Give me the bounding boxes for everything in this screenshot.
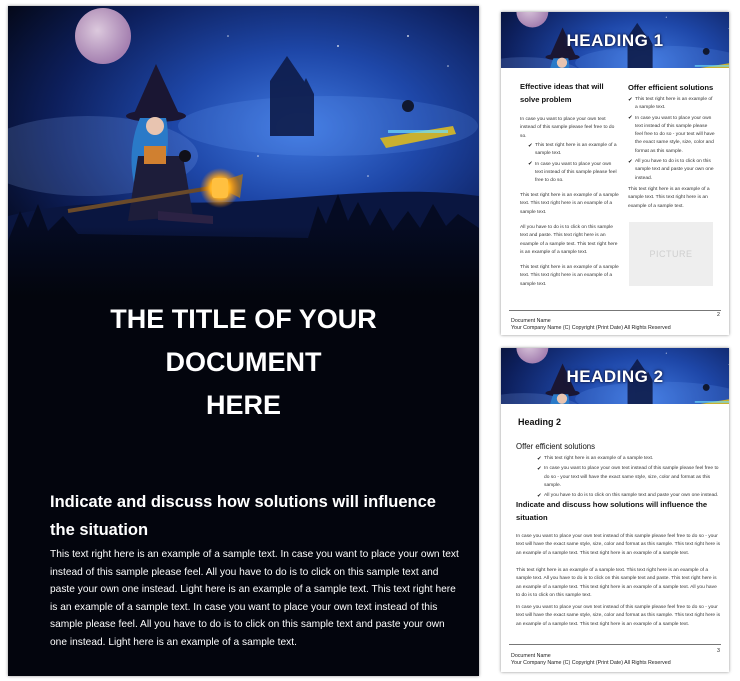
list-item: ✔ In case you want to place your own text instead of this sample please feel free to do so. — [528, 161, 617, 184]
list-item: ✔ This text right here is an example of a sample text. — [537, 455, 654, 462]
list-item: ✔ In case you want to place your own text instead of this sample please feel free to do so - your text will have the exact same style, size, color and format as this sample. — [628, 115, 715, 154]
check-icon: ✔ — [537, 455, 542, 462]
subheading: Offer efficient solutions — [516, 442, 596, 451]
cover-title-line: DOCUMENT — [165, 347, 322, 377]
list-item: ✔ This text right here is an example of a sample text. — [528, 142, 617, 157]
check-icon: ✔ — [528, 161, 533, 168]
cover-page — [8, 6, 479, 676]
check-icon: ✔ — [628, 96, 633, 103]
check-icon: ✔ — [537, 492, 542, 499]
list-item: ✔ This text right here is an example of a sample text. — [628, 96, 713, 111]
bullet-list — [537, 455, 721, 502]
page-heading: Heading 2 — [518, 417, 562, 427]
picture-placeholder: PICTURE — [629, 222, 713, 286]
page-number: 2 — [717, 312, 720, 318]
footer-doc-name: Document Name — [511, 318, 551, 324]
check-icon: ✔ — [628, 158, 633, 165]
page-number: 3 — [717, 648, 720, 654]
check-icon: ✔ — [528, 142, 533, 149]
list-item: ✔ In case you want to place your own text instead of this sample please feel free to do so - your text will have the exact same style, size, color and format as this sample. — [537, 465, 719, 488]
bullet-list — [528, 142, 618, 187]
list-item: ✔ All you have to do is to click on this sample text and paste your own one instead. — [537, 492, 719, 499]
cover-heading: Indicate and discuss how solutions will influence the situation — [50, 493, 436, 539]
section-heading: Indicate and discuss how solutions will influence the situation — [516, 500, 708, 522]
cover-title — [8, 298, 479, 427]
cover-title-line: THE TITLE OF YOUR — [110, 304, 377, 334]
paragraph: In case you want to place your own text instead of this sample please feel free to do so - your text will have the exact same style, size, color and format as this sample. This text right here is an example of a sample text. This text right here is an example of a sample text. — [516, 534, 721, 556]
paragraph: In case you want to place your own text instead of this sample please feel free to do so - your text will have the exact same style, size, color and format as this sample. This text right here is an example of a sample text. This text right here is an example of a sample text. — [516, 605, 721, 627]
footer-company: Your Company Name (C) Copyright (Print Date) All Rights Reserved — [511, 659, 671, 666]
footer-divider — [509, 644, 721, 645]
paragraph: This text right here is an example of a sample text. This text right here is an example of a sample text. — [520, 193, 619, 215]
check-icon: ✔ — [537, 465, 542, 472]
footer-divider — [509, 310, 721, 311]
page-3 — [501, 348, 729, 672]
footer-company: Your Company Name (C) Copyright (Print Date) All Rights Reserved — [511, 324, 671, 331]
check-icon: ✔ — [628, 115, 633, 122]
column-heading: Effective ideas that will solve problem — [520, 82, 604, 104]
banner-title: HEADING 2 — [566, 367, 664, 386]
intro-text: In case you want to place your own text instead of this sample please feel free to do so. — [520, 117, 615, 139]
cover-body-text: This text right here is an example of a sample text. In case you want to place your own text instead of this sample please feel. All you have to do is to click on this sample text and paste your own one instead. Light here is an example of a sample text. This text right here is an example of a sample text. In case you want to place your own text instead of this sample please feel. All you have to do is to click on this sample text and paste your own one instead. Light here is an example of a sample text. — [50, 549, 459, 648]
page-2 — [501, 12, 729, 335]
column-heading: Offer efficient solutions — [628, 83, 714, 92]
paragraph: This text right here is an example of a sample text. This text right here is an example of a sample text. — [520, 265, 619, 287]
cover-title-line: HERE — [205, 390, 281, 420]
paragraph: All you have to do is to click on this sample text and paste. This text right here is an example of a sample text. This text right here is an example of a sample text. — [520, 225, 618, 255]
footer-doc-name: Document Name — [511, 653, 551, 659]
witch-illustration — [8, 6, 479, 296]
footer-text — [511, 318, 671, 331]
banner-title: HEADING 1 — [566, 31, 664, 50]
list-item: ✔ All you have to do is to click on this sample text and paste your own one instead. — [628, 158, 714, 181]
bullet-list — [628, 96, 716, 185]
paragraph: This text right here is an example of a sample text. This text right here is an example of a sample text. All you have to do is to click on this sample text and paste. This text right here is an example of a sample text. This text right here is an example of a sample text. All you have to do is to click on this sample text. — [516, 568, 717, 598]
paragraph: This text right here is an example of a sample text. This text right here is an example of a sample text. — [628, 187, 710, 209]
footer-text — [511, 653, 671, 666]
